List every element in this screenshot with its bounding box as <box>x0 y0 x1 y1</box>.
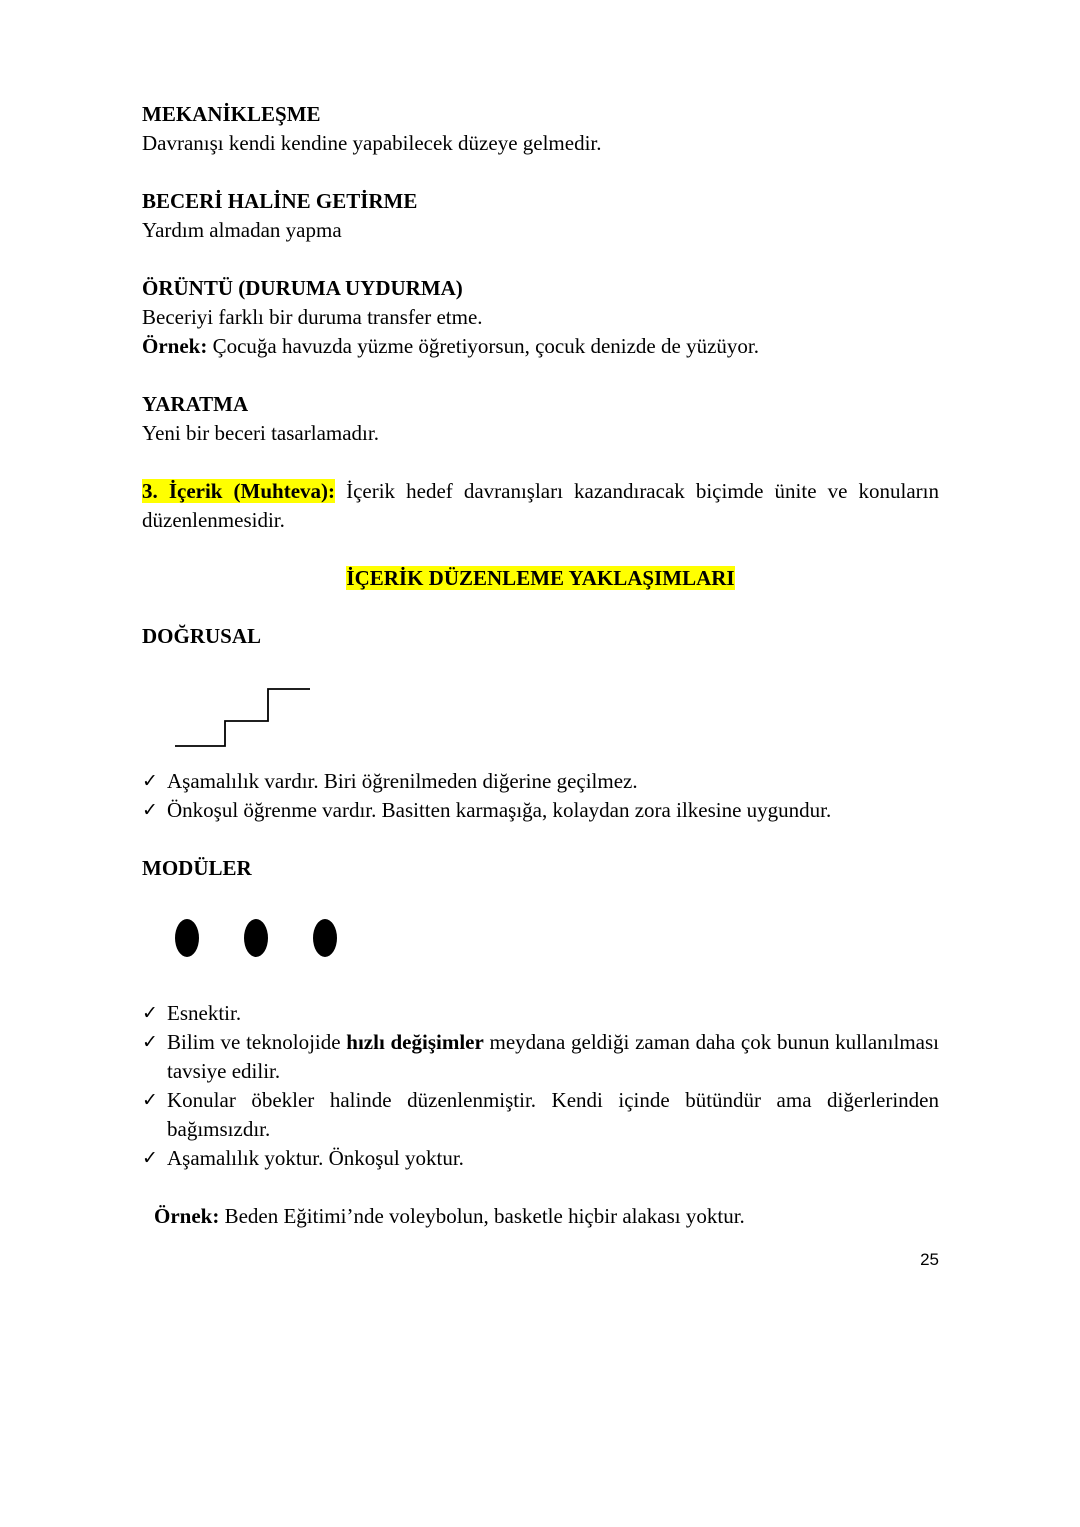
oruntu-example-label: Örnek: <box>142 334 208 358</box>
moduler-heading: MODÜLER <box>142 856 252 880</box>
moduler-item2-post: meydana geldiği zaman daha çok bunun kullanılması tavsiye edilir. <box>167 1030 939 1083</box>
mekaniklesme-heading: MEKANİKLEŞME <box>142 102 321 126</box>
list-item <box>142 1144 939 1173</box>
modules-diagram <box>170 912 350 964</box>
check-icon: ✓ <box>142 1089 158 1111</box>
dogrusal-item-text: Aşamalılık vardır. Biri öğrenilmeden diğerine geçilmez. <box>167 769 638 793</box>
staircase-line <box>175 689 310 746</box>
staircase-diagram <box>170 682 315 752</box>
beceri-text: Yardım almadan yapma <box>142 218 342 242</box>
icerik-paragraph <box>142 477 939 535</box>
list-item <box>142 796 939 825</box>
oruntu-heading: ÖRÜNTÜ (DURUMA UYDURMA) <box>142 276 463 300</box>
dogrusal-item-text: Önkoşul öğrenme vardır. Basitten karmaşığa, kolaydan zora ilkesine uygundur. <box>167 798 832 822</box>
oruntu-text: Beceriyi farklı bir duruma transfer etme. <box>142 305 483 329</box>
list-item <box>142 999 939 1028</box>
icerik-text: İçerik hedef davranışları kazandıracak biçimde ünite ve konuların düzenlenmesidir. <box>142 479 939 532</box>
moduler-example-text: Beden Eğitimi’nde voleybolun, basketle hiçbir alakası yoktur. <box>219 1204 745 1228</box>
module-dot <box>175 919 199 957</box>
icerik-label: 3. İçerik (Muhteva): <box>142 479 336 503</box>
yaratma-text: Yeni bir beceri tasarlamadır. <box>142 421 379 445</box>
check-icon: ✓ <box>142 1031 158 1053</box>
yaratma-heading: YARATMA <box>142 392 249 416</box>
moduler-item-text: Aşamalılık yoktur. Önkoşul yoktur. <box>167 1146 464 1170</box>
module-dot <box>244 919 268 957</box>
beceri-heading: BECERİ HALİNE GETİRME <box>142 189 418 213</box>
moduler-item-text: Esnektir. <box>167 1001 242 1025</box>
page-number: 25 <box>920 1250 939 1269</box>
moduler-example-label: Örnek: <box>154 1204 220 1228</box>
module-dot <box>313 919 337 957</box>
list-item <box>142 767 939 796</box>
check-icon: ✓ <box>142 1147 158 1169</box>
moduler-list <box>142 999 939 1173</box>
dogrusal-heading: DOĞRUSAL <box>142 624 262 648</box>
check-icon: ✓ <box>142 1002 158 1024</box>
moduler-example <box>142 1202 939 1231</box>
dogrusal-list <box>142 767 939 825</box>
list-item <box>142 1028 939 1086</box>
approaches-title: İÇERİK DÜZENLEME YAKLAŞIMLARI <box>346 566 735 590</box>
document-page <box>142 100 939 1231</box>
list-item <box>142 1086 939 1144</box>
moduler-item2-bold: hızlı değişimler <box>346 1030 484 1054</box>
approaches-title-line <box>142 564 939 593</box>
oruntu-example-text: Çocuğa havuzda yüzme öğretiyorsun, çocuk denizde de yüzüyor. <box>207 334 759 358</box>
oruntu-example <box>142 332 939 361</box>
moduler-item-text: Konular öbekler halinde düzenlenmiştir. Kendi içinde bütündür ama diğerlerinden bağımsızdır. <box>167 1088 939 1141</box>
check-icon: ✓ <box>142 770 158 792</box>
check-icon: ✓ <box>142 799 158 821</box>
moduler-item2-pre: Bilim ve teknolojide <box>167 1030 347 1054</box>
mekaniklesme-text: Davranışı kendi kendine yapabilecek düzeye gelmedir. <box>142 131 602 155</box>
